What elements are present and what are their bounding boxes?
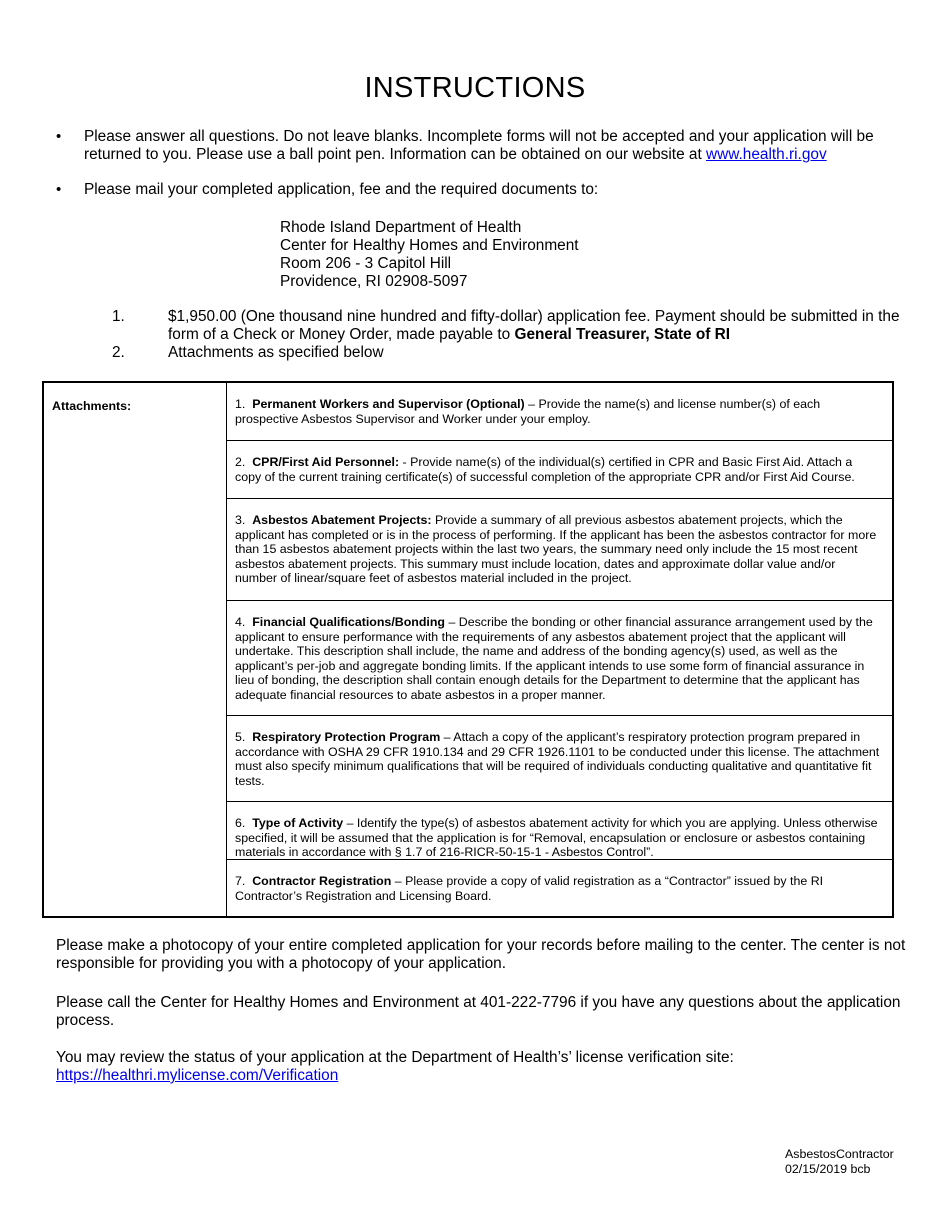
address-line: Center for Healthy Homes and Environment bbox=[280, 237, 579, 254]
attachments-label: Attachments: bbox=[52, 399, 132, 413]
page-title: INSTRUCTIONS bbox=[364, 72, 586, 104]
row-heading: Respiratory Protection Program bbox=[252, 730, 441, 744]
row-heading: Financial Qualifications/Bonding bbox=[252, 615, 445, 629]
website-link[interactable]: www.health.ri.gov bbox=[706, 146, 827, 163]
row-number: 6. bbox=[235, 816, 246, 830]
row-text: – Please provide a copy of valid registration as a “Contractor” issued by the RI Contractor’s Registration and Licensing Board. bbox=[235, 874, 824, 903]
bullet-text: Please answer all questions. Do not leave blanks. Incomplete forms will not be accepted and your application will be returned to you. Please use a ball point pen. Information can be obtained on our website at bbox=[84, 128, 874, 163]
row-text: – Attach a copy of the applicant’s respiratory protection program prepared in accordance with OSHA 29 CFR 1910.134 and 29 CFR 1926.1101 to be conducted under this license. The attachment must also specify minimum qualifications that will be required of individuals conducting qualitative and quantitative fit tests. bbox=[235, 730, 880, 788]
attachment-row-projects bbox=[227, 499, 892, 601]
row-text: – Provide the name(s) and license number(s) of each prospective Asbestos Supervisor and Worker under your employ. bbox=[235, 397, 821, 426]
required-items-list bbox=[112, 308, 902, 362]
form-date: 02/15/2019 bcb bbox=[785, 1161, 871, 1176]
item-text: $1,950.00 (One thousand nine hundred and fifty-dollar) application fee. Payment should be submitted in the form of a Check or Money Order, made payable to bbox=[168, 308, 900, 343]
form-footer bbox=[785, 1147, 894, 1176]
bullet-text: Please mail your completed application, fee and the required documents to: bbox=[84, 181, 599, 198]
item-attachments bbox=[112, 344, 902, 362]
payee-name: General Treasurer, State of RI bbox=[514, 326, 731, 343]
row-text: - Provide name(s) of the individual(s) certified in CPR and Basic First Aid. Attach a copy of the current training certificate(s) of successful completion of the appropriate CPR and/or First Aid Course. bbox=[235, 455, 855, 484]
row-number: 2. bbox=[235, 455, 246, 469]
attachment-row-cpr bbox=[227, 441, 892, 499]
row-number: 7. bbox=[235, 874, 246, 888]
row-heading: Type of Activity bbox=[252, 816, 344, 830]
item-number: 1. bbox=[112, 308, 125, 325]
form-name: AsbestosContractor bbox=[785, 1147, 894, 1161]
address-line: Room 206 - 3 Capitol Hill bbox=[280, 255, 452, 272]
row-number: 3. bbox=[235, 513, 246, 527]
row-number: 5. bbox=[235, 730, 246, 744]
address-line: Providence, RI 02908-5097 bbox=[280, 273, 468, 290]
row-heading: Asbestos Abatement Projects: bbox=[252, 513, 432, 527]
item-text: Attachments as specified below bbox=[168, 344, 384, 361]
bullet-mail-application bbox=[56, 181, 906, 199]
row-text: – Identify the type(s) of asbestos abatement activity for which you are applying. Unless otherwise specified, it will be assumed that the application is for “Removal, encapsulation or enclosure or asbestos containing materials in accordance with § 1.7 of 216-RICR-50-15-1 - Asbestos Control”. bbox=[235, 816, 878, 859]
photocopy-notice: Please make a photocopy of your entire completed application for your records before mailing to the center. The center is not responsible for providing you with a photocopy of your application. bbox=[56, 937, 906, 972]
attachment-row-activity bbox=[227, 802, 892, 860]
row-number: 1. bbox=[235, 397, 246, 411]
address-line: Rhode Island Department of Health bbox=[280, 219, 522, 236]
attachments-rows bbox=[227, 383, 892, 916]
item-application-fee bbox=[112, 308, 902, 344]
attachment-row-registration bbox=[227, 860, 892, 916]
status-notice bbox=[56, 1049, 906, 1085]
attachment-row-respiratory bbox=[227, 716, 892, 802]
row-heading: Contractor Registration bbox=[252, 874, 392, 888]
mailing-address bbox=[280, 219, 579, 291]
attachments-table bbox=[42, 381, 894, 918]
instruction-bullets bbox=[56, 128, 906, 216]
row-number: 4. bbox=[235, 615, 246, 629]
row-text: Provide a summary of all previous asbestos abatement projects, which the applicant has completed or is in the process of performing. If the applicant has been the asbestos contractor for more than 15 asbestos abatement projects within the last two years, the summary need only include the 15 most recent asbestos abatement projects. This summary must include location, dates and approximate dollar value and/or number of linear/square feet of asbestos material included in the project. bbox=[235, 513, 877, 585]
attachments-label-cell bbox=[44, 383, 227, 916]
verification-link[interactable]: https://healthri.mylicense.com/Verification bbox=[56, 1067, 339, 1084]
status-text: You may review the status of your application at the Department of Health’s’ license verification site: bbox=[56, 1049, 734, 1066]
item-number: 2. bbox=[112, 344, 125, 361]
row-heading: Permanent Workers and Supervisor (Optional) bbox=[252, 397, 525, 411]
contact-notice: Please call the Center for Healthy Homes and Environment at 401-222-7796 if you have any questions about the application process. bbox=[56, 994, 901, 1029]
row-heading: CPR/First Aid Personnel: bbox=[252, 455, 400, 469]
attachment-row-bonding bbox=[227, 601, 892, 716]
row-text: – Describe the bonding or other financial assurance arrangement used by the applicant to ensure performance with the requirements of any asbestos abatement project that the applicant will undertake. This description shall include, the name and address of the bonding agency(s) used, as well as the applicant’s per-job and aggregate bonding limits. If the applicant intends to use some form of financial assurance in lieu of bonding, the description shall contain enough details for the Department to determine that the applicant has adequate financial resources to abate asbestos in a proper manner. bbox=[235, 615, 873, 702]
bullet-answer-questions bbox=[56, 128, 906, 164]
attachment-row-workers bbox=[227, 383, 892, 441]
